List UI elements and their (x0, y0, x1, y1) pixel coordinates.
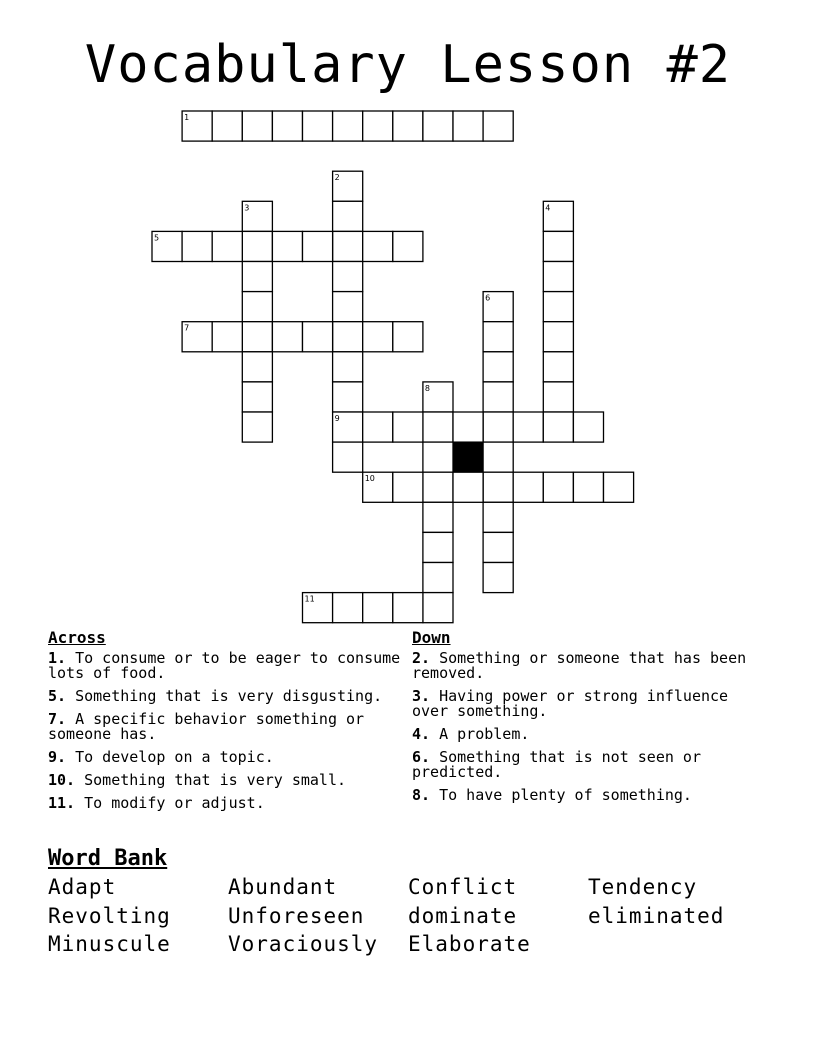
crossword-cell[interactable] (543, 262, 573, 292)
clue-across-5 (48, 689, 408, 704)
clue-number-label: 2 (334, 173, 340, 183)
clue-number: 3. (412, 687, 431, 705)
black-cell (453, 442, 483, 472)
crossword-cell[interactable] (333, 262, 363, 292)
crossword-cell[interactable] (573, 412, 603, 442)
crossword-cell[interactable] (363, 231, 393, 261)
word-bank-item: Minuscule (48, 932, 171, 956)
crossword-cell[interactable] (212, 111, 242, 141)
crossword-cell[interactable] (333, 442, 363, 472)
word-bank-item: Revolting (48, 903, 171, 928)
word-bank-item: dominate (408, 903, 518, 928)
clue-number: 2. (412, 649, 431, 667)
crossword-cell[interactable] (272, 111, 302, 141)
clue-down-4 (412, 727, 772, 742)
crossword-cell[interactable] (483, 382, 513, 412)
word-bank-item: Elaborate (408, 932, 531, 956)
word-bank-item: Conflict (408, 875, 518, 899)
crossword-cell[interactable] (333, 593, 363, 623)
clue-number: 7. (48, 710, 67, 728)
crossword-cell[interactable] (483, 412, 513, 442)
crossword-cell[interactable] (543, 231, 573, 261)
clue-number-label: 10 (364, 474, 375, 484)
crossword-cell[interactable] (333, 292, 363, 322)
crossword-cell[interactable] (543, 412, 573, 442)
crossword-cell[interactable] (182, 231, 212, 261)
crossword-cell[interactable] (393, 593, 423, 623)
crossword-cell[interactable] (513, 412, 543, 442)
crossword-cell[interactable] (423, 532, 453, 562)
clue-number: 5. (48, 687, 67, 705)
crossword-cell[interactable] (242, 231, 272, 261)
crossword-cell[interactable] (242, 322, 272, 352)
crossword-cell[interactable] (363, 322, 393, 352)
word-bank-item: Tendency (588, 875, 698, 899)
clue-number: 9. (48, 748, 67, 766)
clue-down-8 (412, 788, 772, 803)
crossword-cell[interactable] (393, 111, 423, 141)
crossword-cell[interactable] (333, 201, 363, 231)
clue-down-6 (412, 750, 772, 780)
word-bank (48, 873, 768, 959)
crossword-cell[interactable] (272, 322, 302, 352)
clue-number-label: 5 (154, 233, 160, 243)
crossword-cell[interactable] (453, 472, 483, 502)
clue-text: A problem. (439, 725, 530, 743)
clue-down-3 (412, 689, 772, 719)
clue-text: Something or someone that has been removed. (412, 649, 747, 682)
clue-text: Something that is not seen or predicted. (412, 748, 701, 781)
crossword-cell[interactable] (242, 412, 272, 442)
word-bank-item: Voraciously (228, 932, 379, 956)
clue-number-label: 3 (244, 203, 250, 213)
crossword-cell[interactable] (333, 322, 363, 352)
word-bank-item: eliminated (588, 903, 725, 928)
crossword-cell[interactable] (363, 412, 393, 442)
clue-across-7 (48, 712, 408, 742)
word-bank-title: Word Bank (48, 846, 168, 871)
word-bank-item: Abundant (228, 875, 338, 899)
crossword-cell[interactable] (393, 231, 423, 261)
crossword-cell[interactable] (212, 231, 242, 261)
crossword-cell[interactable] (242, 382, 272, 412)
crossword-cell[interactable] (242, 352, 272, 382)
crossword-cell[interactable] (242, 292, 272, 322)
crossword-cell[interactable] (423, 442, 453, 472)
clue-text: To modify or adjust. (84, 794, 265, 812)
crossword-cell[interactable] (453, 412, 483, 442)
crossword-cell[interactable] (423, 502, 453, 532)
crossword-cell[interactable] (333, 231, 363, 261)
clue-down-2 (412, 651, 772, 681)
crossword-cell[interactable] (242, 262, 272, 292)
clue-text: A specific behavior something or someone has. (48, 710, 365, 743)
clue-text: To develop on a topic. (75, 748, 274, 766)
word-bank-item: Unforeseen (228, 903, 365, 928)
crossword-cell[interactable] (543, 382, 573, 412)
crossword-cell[interactable] (483, 472, 513, 502)
crossword-cell[interactable] (543, 352, 573, 382)
across-clues (48, 628, 408, 819)
clue-number: 10. (48, 771, 76, 789)
crossword-cell[interactable] (423, 412, 453, 442)
crossword-cell[interactable] (363, 593, 393, 623)
clue-across-9 (48, 750, 408, 765)
clue-number: 4. (412, 725, 431, 743)
down-heading: Down (412, 628, 451, 647)
crossword-cell[interactable] (212, 322, 242, 352)
crossword-cell[interactable] (513, 472, 543, 502)
down-clues (412, 628, 772, 811)
crossword-cell[interactable] (333, 382, 363, 412)
clue-text: To consume or to be eager to consume lots of food. (48, 649, 401, 682)
crossword-cell[interactable] (303, 322, 333, 352)
clue-number-label: 6 (485, 293, 491, 303)
crossword-cell[interactable] (423, 111, 453, 141)
crossword-cell[interactable] (393, 412, 423, 442)
page-title: Vocabulary Lesson #2 (84, 35, 732, 95)
crossword-cell[interactable] (604, 472, 634, 502)
crossword-cell[interactable] (393, 472, 423, 502)
word-bank-item: Adapt (48, 875, 117, 899)
crossword-cell[interactable] (543, 472, 573, 502)
clue-across-11 (48, 796, 408, 811)
crossword-cell[interactable] (483, 322, 513, 352)
crossword-cell[interactable] (272, 231, 302, 261)
clue-number: 8. (412, 786, 431, 804)
clue-text: Something that is very disgusting. (75, 687, 383, 705)
crossword-cell[interactable] (543, 292, 573, 322)
crossword-cell[interactable] (333, 111, 363, 141)
crossword-cell[interactable] (543, 322, 573, 352)
clue-number: 6. (412, 748, 431, 766)
clue-text: Having power or strong influence over something. (412, 687, 729, 720)
crossword-cell[interactable] (393, 322, 423, 352)
crossword-cell[interactable] (303, 231, 333, 261)
crossword-cell[interactable] (483, 532, 513, 562)
clue-number-label: 11 (304, 594, 315, 604)
clue-number-label: 7 (184, 323, 190, 333)
clue-across-1 (48, 651, 408, 681)
crossword-cell[interactable] (483, 111, 513, 141)
clue-across-10 (48, 773, 408, 788)
crossword-cell[interactable] (423, 472, 453, 502)
crossword-cell[interactable] (363, 111, 393, 141)
clue-number: 1. (48, 649, 67, 667)
clue-text: To have plenty of something. (439, 786, 692, 804)
crossword-cell[interactable] (483, 352, 513, 382)
clue-number-label: 1 (184, 113, 190, 122)
clue-text: Something that is very small. (84, 771, 347, 789)
clue-number-label: 8 (424, 383, 430, 393)
crossword-cell[interactable] (483, 502, 513, 532)
crossword-cell[interactable] (453, 111, 483, 141)
crossword-cell[interactable] (333, 352, 363, 382)
crossword-cell[interactable] (483, 563, 513, 593)
across-heading: Across (48, 628, 106, 647)
crossword-cell[interactable] (483, 442, 513, 472)
crossword-cell[interactable] (242, 111, 272, 141)
crossword-cell[interactable] (573, 472, 603, 502)
clue-number-label: 4 (545, 203, 551, 213)
clue-number: 11. (48, 794, 76, 812)
crossword-cell[interactable] (423, 563, 453, 593)
clue-number-label: 9 (334, 414, 340, 423)
crossword-cell[interactable] (423, 593, 453, 623)
crossword-cell[interactable] (303, 111, 333, 141)
